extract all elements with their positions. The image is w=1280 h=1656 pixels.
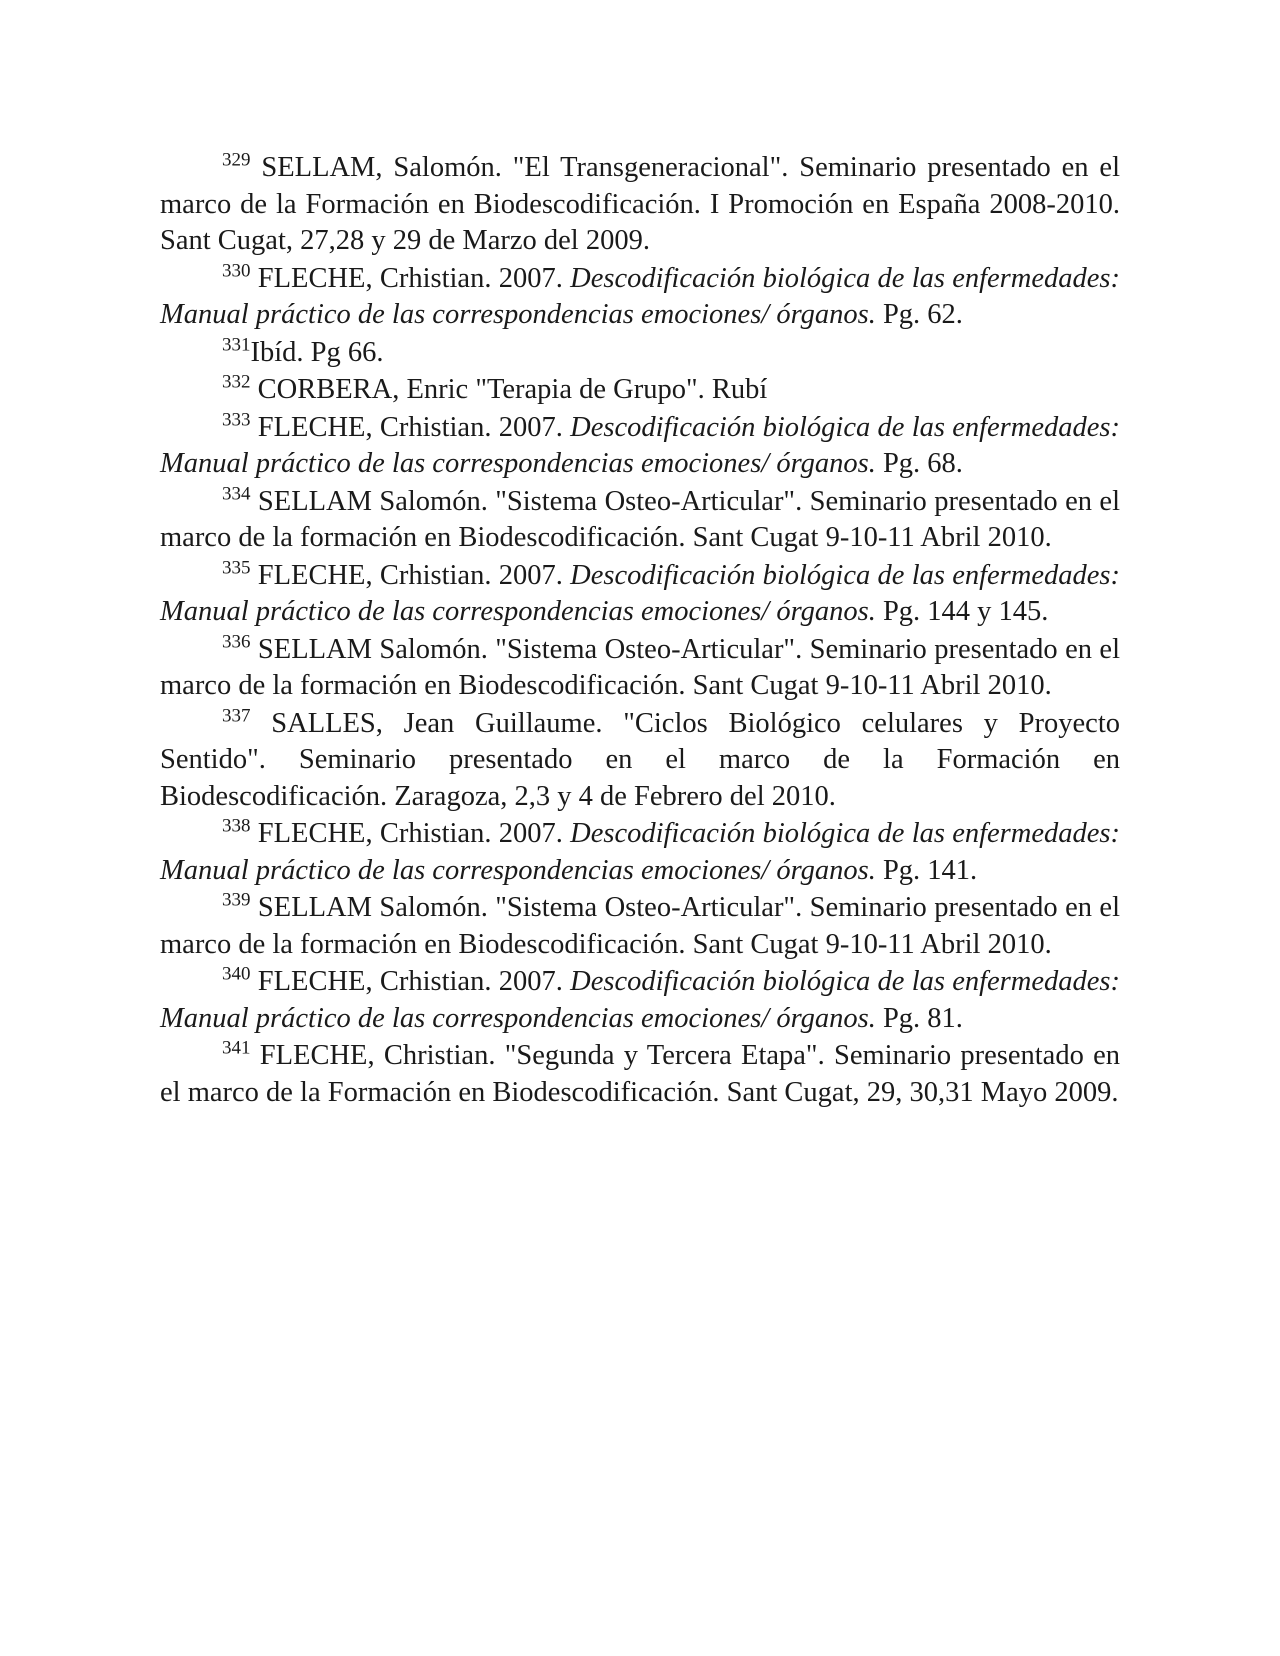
footnote-329 [160,150,1120,260]
footnote-339 [160,890,1120,963]
footnote-number: 329 [222,149,251,171]
footnote-number: 339 [222,889,251,911]
footnote-337 [160,706,1120,816]
book-title: Descodificación biológica de las enfermedades: Manual práctico de las correspondencias emociones/ órganos. [160,818,1120,886]
footnote-text: FLECHE, Crhistian. 2007. [250,559,571,591]
book-title: Descodificación biológica de las enfermedades: Manual práctico de las correspondencias emociones/ órganos. [160,262,1120,330]
footnote-page-ref: Pg. 141. [875,854,978,886]
footnote-338 [160,816,1120,889]
footnote-text: SALLES, Jean Guillaume. "Ciclos Biológico celulares y Proyecto Sentido". Seminario presentado en el marco de la Formación en Biodescodificación. Zaragoza, 2,3 y 4 de Febrero del 2010. [160,707,1120,812]
footnote-335 [160,558,1120,631]
footnote-text: Ibíd. Pg 66. [250,336,384,368]
footnote-number: 332 [222,371,251,393]
footnote-page-ref: Pg. 81. [875,1002,963,1034]
book-title: Descodificación biológica de las enfermedades: Manual práctico de las correspondencias emociones/ órganos. [160,559,1120,627]
footnote-page-ref: Pg. 62. [875,299,963,330]
footnote-331 [160,335,1120,372]
footnote-text: SELLAM Salomón. "Sistema Osteo-Articular". Seminario presentado en el marco de la formación en Biodescodificación. Sant Cugat 9-10-11 Abril 2010. [160,633,1120,701]
footnote-330 [160,261,1120,334]
footnotes-page [160,150,1120,1112]
footnote-332 [160,372,1120,409]
footnote-text: SELLAM Salomón. "Sistema Osteo-Articular". Seminario presentado en el marco de la formación en Biodescodificación. Sant Cugat 9-10-11 Abril 2010. [160,485,1120,553]
footnote-number: 334 [222,483,251,505]
footnote-number: 340 [222,963,251,985]
footnote-text: CORBERA, Enric "Terapia de Grupo". Rubí [250,374,768,405]
footnote-page-ref: Pg. 68. [875,448,963,479]
footnote-text: SELLAM, Salomón. "El Transgeneracional". Seminario presentado en el marco de la Formación en Biodescodificación. I Promoción en España 2008-2010. Sant Cugat, 27,28 y 29 de Marzo del 2009. [160,152,1120,256]
footnote-number: 335 [222,557,251,579]
footnote-text: FLECHE, Crhistian. 2007. [250,262,571,294]
footnote-text: FLECHE, Crhistian. 2007. [250,966,571,997]
footnote-number: 338 [222,815,251,837]
footnote-number: 333 [222,409,251,431]
footnote-text: FLECHE, Crhistian. 2007. [250,411,571,443]
footnote-text: SELLAM Salomón. "Sistema Osteo-Articular". Seminario presentado en el marco de la formación en Biodescodificación. Sant Cugat 9-10-11 Abril 2010. [160,892,1120,960]
footnote-number: 330 [222,260,251,282]
footnote-334 [160,484,1120,557]
book-title: Descodificación biológica de las enfermedades: Manual práctico de las correspondencias emociones/ órganos. [160,966,1120,1034]
book-title: Descodificación biológica de las enfermedades: Manual práctico de las correspondencias emociones/ órganos. [160,411,1120,479]
footnote-341 [160,1038,1120,1111]
footnote-number: 337 [222,705,251,727]
footnote-333 [160,410,1120,483]
footnote-340 [160,964,1120,1037]
footnote-text: FLECHE, Crhistian. 2007. [250,818,571,849]
footnote-336 [160,632,1120,705]
footnote-text: FLECHE, Christian. "Segunda y Tercera Etapa". Seminario presentado en el marco de la Formación en Biodescodificación. Sant Cugat, 29, 30,31 Mayo 2009. [160,1040,1120,1108]
footnote-page-ref: Pg. 144 y 145. [875,596,1049,627]
footnote-number: 336 [222,631,251,653]
footnote-number: 331 [222,334,251,356]
footnote-number: 341 [222,1037,251,1059]
